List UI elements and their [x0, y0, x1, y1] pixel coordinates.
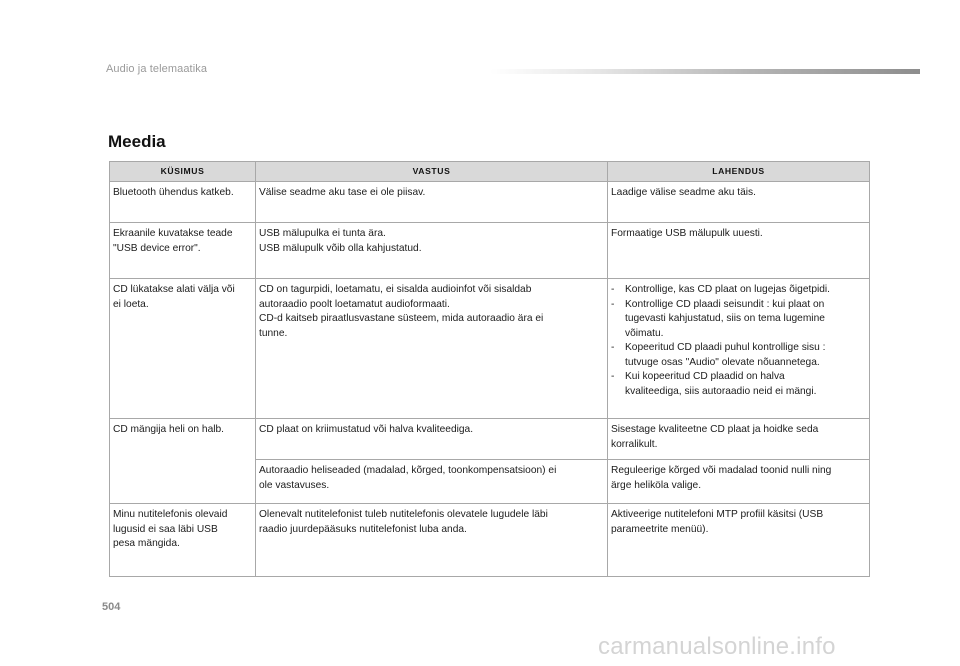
answer-cell [256, 182, 608, 223]
question-text: pesa mängida. [113, 538, 180, 549]
answer-cell [256, 279, 608, 419]
step-text: võimatu. [625, 327, 664, 339]
page-number: 504 [102, 601, 121, 613]
table-row [110, 223, 870, 279]
header-answer: VASTUS [256, 162, 608, 182]
solution-text: Laadige välise seadme aku täis. [611, 187, 756, 198]
solution-cell [608, 279, 870, 419]
solution-step [611, 370, 865, 399]
step-text: Kui kopeeritud CD plaadid on halva [625, 371, 785, 382]
question-cell [110, 223, 256, 279]
question-cell [110, 182, 256, 223]
step-text: Kontrollige CD plaadi seisundit : kui plaat on [625, 298, 825, 310]
question-text: CD mängija heli on halb. [113, 424, 224, 435]
solution-step [611, 298, 865, 342]
table-row [110, 182, 870, 223]
solution-step [611, 283, 865, 298]
step-dash: - [611, 298, 615, 310]
step-dash: - [611, 342, 615, 353]
answer-cell [256, 504, 608, 577]
question-cell [110, 279, 256, 419]
question-text: Minu nutitelefonis olevaid [113, 509, 228, 520]
header-question: KÜSIMUS [110, 162, 256, 182]
section-title: Meedia [108, 132, 166, 151]
faq-table [109, 161, 870, 577]
answer-text: Autoraadio heliseaded (madalad, kõrged, toonkompensatsioon) ei [259, 465, 557, 476]
solution-text: Reguleerige kõrged või madalad toonid nulli ning [611, 465, 832, 476]
solution-text: parameetrite menüü). [611, 523, 709, 535]
answer-text: CD-d kaitseb piraatlusvastane süsteem, mida autoraadio ära ei [259, 313, 544, 324]
solution-step [611, 341, 865, 370]
question-text: ei loeta. [113, 298, 149, 310]
answer-text: CD plaat on kriimustatud või halva kvaliteediga. [259, 424, 474, 435]
question-cell [110, 504, 256, 577]
question-text: lugusid ei saa läbi USB [113, 523, 218, 535]
step-text: Kopeeritud CD plaadi puhul kontrollige sisu : [625, 342, 826, 353]
solution-cell [608, 223, 870, 279]
table-header-row [110, 162, 870, 182]
solution-cell [608, 182, 870, 223]
question-text: Ekraanile kuvatakse teade [113, 228, 233, 239]
answer-cell [256, 460, 608, 504]
solution-text: Aktiveerige nutitelefoni MTP profiil käsitsi (USB [611, 509, 824, 520]
answer-text: autoraadio poolt loetamatut audioformaati. [259, 298, 450, 310]
watermark: carmanualsonline.info [598, 633, 836, 660]
step-text: kvaliteediga, siis autoraadio neid ei mängi. [625, 385, 817, 397]
answer-text: Välise seadme aku tase ei ole piisav. [259, 187, 426, 198]
solution-text: ärge heliköla valige. [611, 479, 702, 491]
answer-cell [256, 223, 608, 279]
solution-text: Formaatige USB mälupulk uuesti. [611, 228, 763, 239]
answer-text: raadio juurdepääsuks nutitelefonist luba anda. [259, 523, 467, 535]
solution-text: korralikult. [611, 438, 658, 450]
answer-text: Olenevalt nutitelefonist tuleb nutitelefonis olevatele lugudele läbi [259, 509, 548, 520]
answer-cell [256, 419, 608, 460]
solution-cell [608, 504, 870, 577]
step-dash: - [611, 371, 615, 382]
header-solution: LAHENDUS [608, 162, 870, 182]
answer-text: CD on tagurpidi, loetamatu, ei sisalda audioinfot või sisaldab [259, 284, 532, 295]
question-text: CD lükatakse alati välja või [113, 284, 235, 295]
answer-text: USB mälupulka ei tunta ära. [259, 228, 386, 239]
step-text: tugevasti kahjustatud, siis on tema lugemine [625, 313, 825, 324]
table-row [110, 504, 870, 577]
header-rule [490, 69, 920, 74]
answer-text: USB mälupulk võib olla kahjustatud. [259, 242, 422, 254]
solution-cell [608, 460, 870, 504]
step-text: tutvuge osas "Audio" olevate nõuannetega. [625, 356, 820, 368]
step-dash: - [611, 284, 615, 295]
question-text: Bluetooth ühendus katkeb. [113, 187, 234, 198]
table-row [110, 279, 870, 419]
solution-text: Sisestage kvaliteetne CD plaat ja hoidke seda [611, 424, 819, 435]
answer-text: ole vastavuses. [259, 479, 330, 491]
step-text: Kontrollige, kas CD plaat on lugejas õigetpidi. [625, 284, 831, 295]
question-cell [110, 419, 256, 504]
table-row [110, 419, 870, 460]
answer-text: tunne. [259, 327, 288, 339]
solution-cell [608, 419, 870, 460]
question-text: "USB device error". [113, 242, 201, 254]
running-header: Audio ja telemaatika [106, 63, 208, 75]
